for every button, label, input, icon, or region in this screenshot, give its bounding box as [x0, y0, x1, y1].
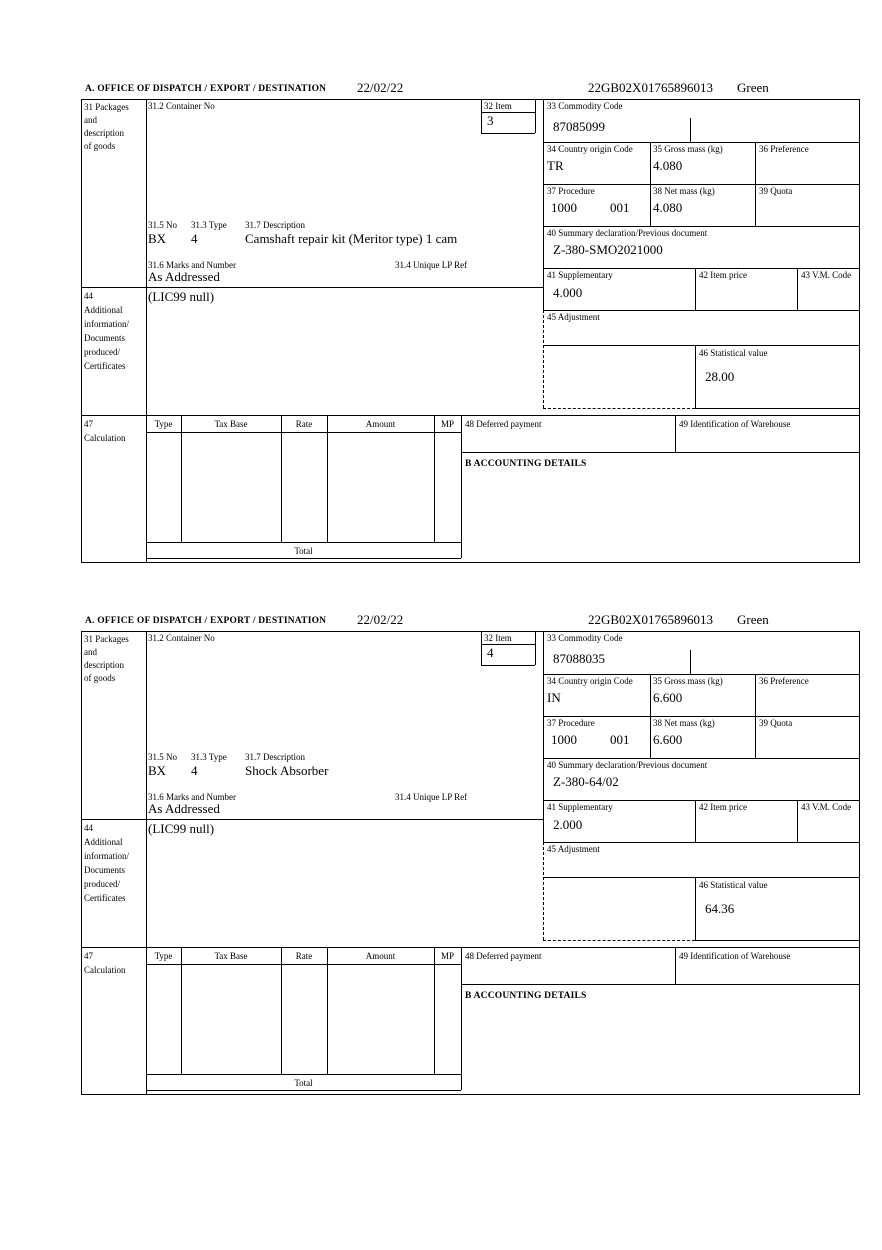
box49-label: 49 Identification of Warehouse	[679, 419, 791, 429]
box41-label: 41 Supplementary	[547, 270, 613, 280]
divider	[327, 947, 328, 1074]
table-header-type: Type	[154, 951, 173, 961]
box44-label-line: Documents	[84, 865, 125, 875]
divider	[543, 842, 544, 940]
divider	[543, 226, 860, 227]
box31-label-line: and	[84, 647, 97, 657]
summary-declaration-value: Z-380-64/02	[553, 774, 619, 789]
procedure-ext-value: 001	[610, 732, 630, 747]
box31-3-label: 31.3 Type	[191, 752, 227, 762]
divider	[146, 1074, 461, 1075]
movement-reference-number: 22GB02X01765896013	[588, 80, 713, 95]
box32-label: 32 Item	[484, 633, 512, 643]
divider	[543, 310, 544, 408]
box31-label-line: description	[84, 128, 124, 138]
box31-label-line: 31 Packages	[84, 634, 129, 644]
net-mass-value: 6.600	[653, 732, 683, 747]
box31-label-line: of goods	[84, 141, 116, 151]
divider	[181, 415, 182, 542]
marks-value: As Addressed	[148, 269, 220, 284]
box40-label: 40 Summary declaration/Previous document	[547, 228, 708, 238]
box31-6-label: 31.6 Marks and Number	[148, 792, 236, 802]
section-a-title: A. OFFICE OF DISPATCH / EXPORT / DESTINATION	[85, 84, 327, 94]
divider	[146, 964, 461, 965]
item-number-value: 4	[487, 645, 494, 660]
divider	[695, 345, 696, 408]
divider	[797, 800, 798, 842]
divider	[543, 631, 544, 842]
box47-label-line: 47	[84, 951, 93, 961]
table-header-type: Type	[154, 419, 173, 429]
divider	[146, 631, 147, 1095]
box38-label: 38 Net mass (kg)	[653, 718, 715, 728]
table-header-tax-base: Tax Base	[214, 951, 248, 961]
divider	[755, 674, 756, 758]
box43-label: 43 V.M. Code	[801, 270, 852, 280]
commodity-code-separator	[690, 650, 691, 674]
table-header-rate: Rate	[295, 419, 313, 429]
divider	[543, 758, 860, 759]
divider	[434, 415, 435, 542]
net-mass-value: 4.080	[653, 200, 683, 215]
divider	[675, 947, 676, 984]
box44-label-line: Certificates	[84, 893, 126, 903]
routing-channel: Green	[737, 612, 769, 627]
box33-label: 33 Commodity Code	[547, 101, 623, 111]
commodity-code-value: 87088035	[553, 651, 605, 666]
box31-6-label: 31.6 Marks and Number	[148, 260, 236, 270]
box44-label-line: 44	[84, 291, 93, 301]
divider	[543, 268, 860, 269]
divider	[461, 947, 462, 1090]
divider	[81, 287, 543, 288]
table-header-mp: MP	[440, 419, 454, 429]
box35-label: 35 Gross mass (kg)	[653, 144, 723, 154]
procedure-value: 1000	[551, 200, 577, 215]
box31-label-line: of goods	[84, 673, 116, 683]
divider	[146, 99, 147, 563]
goods-description-value: Camshaft repair kit (Meritor type) 1 cam	[245, 231, 458, 246]
divider	[675, 415, 676, 452]
box44-label-line: Certificates	[84, 361, 126, 371]
statistical-value: 64.36	[705, 901, 735, 916]
divider	[461, 984, 860, 985]
divider	[695, 408, 860, 409]
box47-label-line: Calculation	[84, 965, 126, 975]
country-origin-value: TR	[547, 158, 564, 173]
sad-item-copy	[81, 80, 861, 564]
box47-label-line: Calculation	[84, 433, 126, 443]
box44-label-line: produced/	[84, 347, 120, 357]
box38-label: 38 Net mass (kg)	[653, 186, 715, 196]
box43-label: 43 V.M. Code	[801, 802, 852, 812]
box44-label-line: 44	[84, 823, 93, 833]
box31-label-line: description	[84, 660, 124, 670]
box35-label: 35 Gross mass (kg)	[653, 676, 723, 686]
divider	[543, 99, 544, 310]
divider	[327, 415, 328, 542]
box41-label: 41 Supplementary	[547, 802, 613, 812]
accounting-details-label: B ACCOUNTING DETAILS	[465, 991, 587, 1001]
divider	[434, 947, 435, 1074]
accounting-details-label: B ACCOUNTING DETAILS	[465, 459, 587, 469]
commodity-code-separator	[690, 118, 691, 142]
packages-type-value: 4	[191, 231, 198, 246]
box44-label-line: Additional	[84, 305, 123, 315]
divider	[81, 819, 543, 820]
packages-type-value: 4	[191, 763, 198, 778]
divider	[535, 99, 536, 133]
divider	[543, 800, 860, 801]
box34-label: 34 Country origin Code	[547, 144, 633, 154]
divider	[181, 947, 182, 1074]
box45-label: 45 Adjustment	[547, 844, 600, 854]
divider	[461, 452, 860, 453]
box42-label: 42 Item price	[699, 270, 747, 280]
table-total-label: Total	[294, 546, 313, 556]
box39-label: 39 Quota	[759, 186, 793, 196]
table-header-mp: MP	[440, 951, 454, 961]
box48-label: 48 Deferred payment	[465, 419, 542, 429]
box31-7-label: 31.7 Description	[245, 752, 305, 762]
box45-label: 45 Adjustment	[547, 312, 600, 322]
box39-label: 39 Quota	[759, 718, 793, 728]
commodity-code-value: 87085099	[553, 119, 605, 134]
country-origin-value: IN	[547, 690, 561, 705]
divider	[543, 877, 860, 878]
summary-declaration-value: Z-380-SMO2021000	[553, 242, 663, 257]
box44-label-line: produced/	[84, 879, 120, 889]
procedure-value: 1000	[551, 732, 577, 747]
divider	[543, 842, 860, 843]
sad-item-copy	[81, 612, 861, 1096]
box47-label-line: 47	[84, 419, 93, 429]
divider	[461, 415, 462, 558]
supplementary-units-value: 2.000	[553, 817, 583, 832]
divider	[695, 800, 696, 842]
divider	[146, 542, 461, 543]
box44-label-line: information/	[84, 319, 129, 329]
goods-description-value: Shock Absorber	[245, 763, 329, 778]
box42-label: 42 Item price	[699, 802, 747, 812]
divider	[543, 345, 860, 346]
divider	[81, 947, 860, 948]
table-header-tax-base: Tax Base	[214, 419, 248, 429]
box37-label: 37 Procedure	[547, 718, 595, 728]
divider	[755, 142, 756, 226]
divider	[481, 665, 535, 666]
gross-mass-value: 6.600	[653, 690, 683, 705]
divider	[543, 310, 860, 311]
divider	[543, 716, 860, 717]
divider	[695, 877, 696, 940]
divider	[481, 99, 482, 133]
divider	[81, 415, 860, 416]
box36-label: 36 Preference	[759, 144, 809, 154]
supplementary-units-value: 4.000	[553, 285, 583, 300]
divider	[650, 142, 651, 226]
box31-4-label: 31.4 Unique LP Ref	[395, 792, 468, 802]
divider	[146, 432, 461, 433]
section-a-title: A. OFFICE OF DISPATCH / EXPORT / DESTINATION	[85, 616, 327, 626]
marks-value: As Addressed	[148, 801, 220, 816]
table-total-label: Total	[294, 1078, 313, 1088]
table-header-amount: Amount	[365, 419, 396, 429]
divider	[543, 940, 695, 941]
box31-5-label: 31.5 No	[148, 220, 177, 230]
table-header-rate: Rate	[295, 951, 313, 961]
dispatch-date: 22/02/22	[357, 612, 404, 627]
box46-label: 46 Statistical value	[699, 880, 768, 890]
box40-label: 40 Summary declaration/Previous document	[547, 760, 708, 770]
box31-label-line: and	[84, 115, 97, 125]
box49-label: 49 Identification of Warehouse	[679, 951, 791, 961]
box46-label: 46 Statistical value	[699, 348, 768, 358]
box31-2-label: 31.2 Container No	[148, 101, 215, 111]
divider	[146, 1090, 461, 1091]
box48-label: 48 Deferred payment	[465, 951, 542, 961]
statistical-value: 28.00	[705, 369, 735, 384]
table-header-amount: Amount	[365, 951, 396, 961]
additional-info-value: (LIC99 null)	[148, 821, 215, 836]
box44-label-line: information/	[84, 851, 129, 861]
box31-2-label: 31.2 Container No	[148, 633, 215, 643]
box44-label-line: Documents	[84, 333, 125, 343]
divider	[543, 408, 695, 409]
divider	[695, 268, 696, 310]
divider	[535, 631, 536, 665]
divider	[281, 947, 282, 1074]
box32-label: 32 Item	[484, 101, 512, 111]
packages-no-value: BX	[148, 231, 167, 246]
divider	[650, 674, 651, 758]
divider	[281, 415, 282, 542]
divider	[146, 558, 461, 559]
divider	[481, 133, 535, 134]
divider	[543, 142, 860, 143]
routing-channel: Green	[737, 80, 769, 95]
packages-no-value: BX	[148, 763, 167, 778]
procedure-ext-value: 001	[610, 200, 630, 215]
box44-label-line: Additional	[84, 837, 123, 847]
additional-info-value: (LIC99 null)	[148, 289, 215, 304]
box31-label-line: 31 Packages	[84, 102, 129, 112]
box36-label: 36 Preference	[759, 676, 809, 686]
box33-label: 33 Commodity Code	[547, 633, 623, 643]
divider	[543, 674, 860, 675]
box31-3-label: 31.3 Type	[191, 220, 227, 230]
box31-4-label: 31.4 Unique LP Ref	[395, 260, 468, 270]
item-number-value: 3	[487, 113, 494, 128]
divider	[543, 184, 860, 185]
gross-mass-value: 4.080	[653, 158, 683, 173]
divider	[797, 268, 798, 310]
box31-5-label: 31.5 No	[148, 752, 177, 762]
dispatch-date: 22/02/22	[357, 80, 404, 95]
item-form-outline	[81, 99, 860, 563]
movement-reference-number: 22GB02X01765896013	[588, 612, 713, 627]
divider	[481, 631, 482, 665]
box31-7-label: 31.7 Description	[245, 220, 305, 230]
box37-label: 37 Procedure	[547, 186, 595, 196]
box34-label: 34 Country origin Code	[547, 676, 633, 686]
divider	[695, 940, 860, 941]
item-form-outline	[81, 631, 860, 1095]
